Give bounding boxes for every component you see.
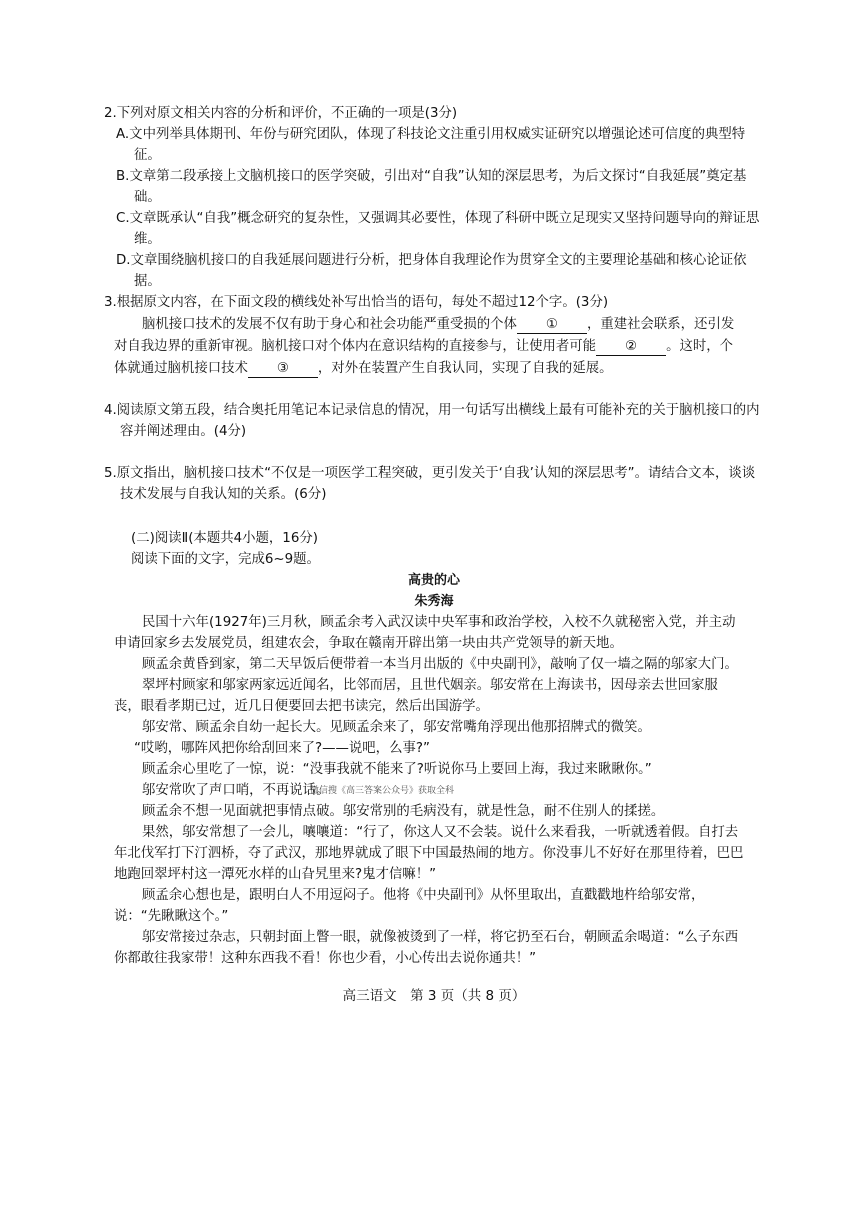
story-para-11: 邬安常接过杂志，只朝封面上瞥一眼，就像被烫到了一样，将它扔至石台，朝顾孟余喝道：“么子东西你都敢往我家带！这种东西我不看！你也少看，小心传出去说你通共！” <box>114 930 739 966</box>
q3-blank-1: ① <box>517 317 587 334</box>
q3-seg3: 。这时，个体就通过脑机接口技术 <box>114 339 734 376</box>
q2-option-d: D.文章围绕脑机接口的自我延展问题进行分析，把身体自我理论作为贯穿全文的主要理论基础和核心论证依据。 <box>116 253 747 289</box>
q3-blank-3: ③ <box>248 361 318 378</box>
q4-stem: 4.阅读原文第五段，结合奥托用笔记本记录信息的情况，用一句话写出横线上最有可能补充的关于脑机接口的内容并阐述理由。(4分) <box>104 403 760 439</box>
story-para-1: 民国十六年(1927年)三月秋，顾孟余考入武汉读中央军事和政治学校，入校不久就秘密入党，并主动申请回家乡去发展党员，组建农会，争取在赣南开辟出第一块由共产党领导的新天地。 <box>114 615 736 651</box>
q3-seg2: ，重建社会联系，还引发对自我边界的重新审视。脑机接口对个体内在意识结构的直接参与，让使用者可能 <box>114 317 735 354</box>
q3-passage <box>114 314 744 380</box>
q3-blank-2: ② <box>596 339 666 356</box>
story-para-5: “哎哟，哪阵风把你给刮回来了?——说吧，么事?” <box>134 741 430 756</box>
q2-option-a: A.文中列举具体期刊、年份与研究团队，体现了科技论文注重引用权威实证研究以增强论述可信度的典型特征。 <box>116 127 746 163</box>
story-para-9: 果然，邬安常想了一会儿，嚷嚷道：“行了，你这人又不会装。说什么来看我，一听就透着假。自打去年北伐军打下汀泗桥，夺了武汉，那地界就成了眼下中国最热闹的地方。你没事儿不好好在那里待着，巴巴地跑回翠坪村这一潭死水样的山旮旯里来?鬼才信嘛！” <box>114 825 744 882</box>
story-para-4: 邬安常、顾孟余自幼一起长大。见顾孟余来了，邬安常嘴角浮现出他那招牌式的微笑。 <box>142 720 651 735</box>
story-author: 朱秀海 <box>414 594 454 609</box>
watermark-text: 微信搜《高三答案公众号》获取全科 <box>310 786 455 796</box>
q3-seg1: 脑机接口技术的发展不仅有助于身心和社会功能严重受损的个体 <box>142 317 517 332</box>
story-title: 高贵的心 <box>407 573 460 588</box>
story-para-6: 顾孟余心里吃了一惊，说：“没事我就不能来了?听说你马上要回上海，我过来瞅瞅你。” <box>142 762 652 777</box>
q2-option-b: B.文章第二段承接上文脑机接口的医学突破，引出对“自我”认知的深层思考，为后文探讨“自我延展”奠定基础。 <box>116 169 747 205</box>
q2-stem: 2.下列对原文相关内容的分析和评价，不正确的一项是(3分) <box>104 106 458 121</box>
q5-stem: 5.原文指出，脑机接口技术“不仅是一项医学工程突破，更引发关于‘自我’认知的深层思考”。请结合文本，谈谈技术发展与自我认知的关系。(6分) <box>104 466 756 502</box>
page-footer: 高三语文 第 3 页（共 8 页） <box>342 988 526 1004</box>
section2-instruction: 阅读下面的文字，完成6~9题。 <box>131 552 320 567</box>
story-para-7: 邬安常吹了声口哨，不再说话。 <box>142 783 330 798</box>
story-para-10: 顾孟余心想也是，跟明白人不用逗闷子。他将《中央副刊》从怀里取出，直戳戳地杵给邬安常，说：“先瞅瞅这个。” <box>114 888 705 924</box>
q3-seg4: ，对外在装置产生自我认同，实现了自我的延展。 <box>317 361 613 376</box>
section2-heading: (二)阅读Ⅱ(本题共4小题，16分) <box>131 531 318 546</box>
story-para-8: 顾孟余不想一见面就把事情点破。邬安常别的毛病没有，就是性急，耐不住别人的揉搓。 <box>142 804 665 819</box>
story-para-2: 顾孟余黄昏到家，第二天早饭后便带着一本当月出版的《中央副刊》，敲响了仅一墙之隔的邬家大门。 <box>142 657 738 672</box>
story-para-3: 翠坪村顾家和邬家两家远近闻名，比邻而居，且世代姻亲。邬安常在上海读书，因母亲去世回家服丧，眼看孝期已过，近几日便要回去把书读完，然后出国游学。 <box>114 678 718 714</box>
q2-option-c: C.文章既承认“自我”概念研究的复杂性，又强调其必要性，体现了科研中既立足现实又坚持问题导向的辩证思维。 <box>116 211 760 247</box>
q3-stem: 3.根据原文内容，在下面文段的横线处补写出恰当的语句，每处不超过12个字。(3分) <box>104 295 609 310</box>
